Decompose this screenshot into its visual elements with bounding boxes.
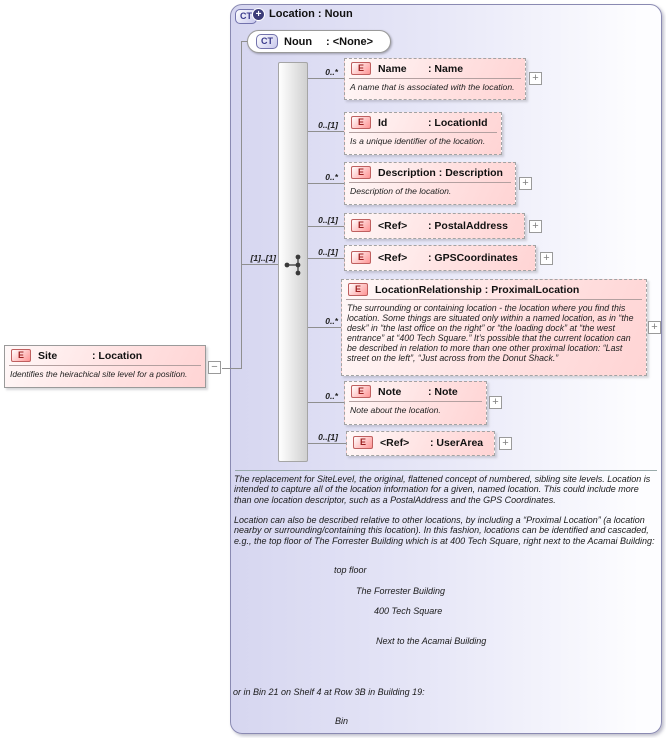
element-e-icon: E: [351, 116, 371, 129]
documentation-cascade-line: 400 Tech Square: [374, 606, 443, 616]
element-type-label: : UserArea: [430, 436, 484, 449]
element-header: [342, 280, 646, 297]
element-annotation: Note about the location.: [350, 405, 441, 415]
element-type-label: : Description: [438, 166, 503, 179]
complextype-global-icon: [235, 6, 265, 22]
cardinality-postaladdress: 0..[1]: [318, 215, 338, 225]
element-name-label: Id: [378, 116, 388, 129]
element-name-label: <Ref>: [378, 219, 408, 232]
element-name-label: Name: [378, 62, 407, 75]
element-e-icon: E: [353, 436, 373, 449]
cardinality-description: 0..*: [325, 172, 338, 182]
element-name-label: <Ref>: [380, 436, 410, 449]
connector-line: [308, 183, 344, 184]
element-header: [5, 346, 205, 363]
root-type-title: Location : Noun: [269, 8, 353, 20]
derived-plus-icon: +: [252, 8, 265, 21]
element-e-icon: E: [351, 62, 371, 75]
element-annotation: Is a unique identifier of the location.: [350, 136, 486, 146]
connector-line: [308, 78, 344, 79]
cardinality-sequence: [1]..[1]: [250, 253, 276, 263]
connector-line: [308, 258, 344, 259]
element-annotation: The surrounding or containing location - the location where you find this location. Some things are situated only within a named location, as in “the desk” in “the last office on the right” or “the loading dock” at “the west entrance” at “400 Tech Square.” It’s possible that the current location can be described in relation to more than one other proximal location: “Last street on the left”, “Just across from the Donut Shack.”: [347, 303, 634, 364]
element-type-label: : GPSCoordinates: [428, 251, 518, 264]
documentation-paragraph: The replacement for SiteLevel, the original, flattened concept of numbered, sibling site levels. Location is intended to capture all of the location information for a given, named location. This could include more than one location descriptor, such as a PostalAddress and the GPS Coordinates.: [234, 474, 651, 505]
element-type-label: : Location: [92, 349, 143, 362]
element-e-icon: E: [351, 219, 371, 232]
element-box-postaladdress-ref[interactable]: [344, 213, 525, 239]
element-box-userarea-ref[interactable]: [346, 431, 495, 456]
element-header: [345, 163, 515, 180]
cardinality-gpscoordinates: 0..[1]: [318, 247, 338, 257]
element-header: [345, 113, 501, 130]
ct-badge-icon: CT: [235, 9, 257, 24]
element-annotation: Identifies the heirachical site level for a position.: [10, 369, 188, 379]
element-type-label: : Note: [428, 385, 458, 398]
element-e-icon: E: [351, 251, 371, 264]
element-header: [345, 246, 535, 265]
element-name-label: Description: [378, 166, 436, 179]
connector-line: [308, 226, 344, 227]
element-box-name[interactable]: [344, 58, 526, 100]
element-annotation: Description of the location.: [350, 186, 452, 196]
documentation-cascade-line: top floor: [334, 565, 367, 575]
element-name-label: Note: [378, 385, 402, 398]
connector-line: [308, 131, 344, 132]
cardinality-userarea: 0..[1]: [318, 432, 338, 442]
element-name-label: LocationRelationship: [375, 283, 482, 296]
element-header: [345, 59, 525, 76]
element-header: [345, 382, 486, 399]
element-box-id[interactable]: [344, 112, 502, 155]
element-header: [345, 214, 524, 233]
element-box-site[interactable]: [4, 345, 206, 388]
connector-line: [242, 264, 278, 265]
basetype-name-label: Noun: [284, 35, 313, 48]
expand-button-locationrelationship[interactable]: +: [648, 321, 661, 334]
connector-line: [308, 402, 344, 403]
expand-button-userarea[interactable]: +: [499, 437, 512, 450]
element-box-note[interactable]: [344, 381, 487, 425]
element-type-label: : PostalAddress: [428, 219, 508, 232]
basetype-noun-node[interactable]: [247, 30, 391, 53]
element-type-label: : Name: [428, 62, 464, 75]
element-e-icon: E: [11, 349, 31, 362]
cardinality-note: 0..*: [325, 391, 338, 401]
element-box-gpscoordinates-ref[interactable]: [344, 245, 536, 271]
element-e-icon: E: [348, 283, 368, 296]
expand-button-postaladdress[interactable]: +: [529, 220, 542, 233]
element-e-icon: E: [351, 385, 371, 398]
element-box-locationrelationship[interactable]: [341, 279, 647, 376]
connector-line: [222, 368, 242, 369]
expand-button-gpscoordinates[interactable]: +: [540, 252, 553, 265]
documentation-paragraph: Location can also be described relative to other locations, by including a “Proximal Location” (a location nearby or surrounding/containing this location). In this fashion, locations can be identified and cascaded, e.g., the top floor of The Forrester Building which is at 400 Tech Square, right next to the Acamai Building:: [234, 515, 655, 546]
documentation-bin-word: Bin: [335, 716, 349, 726]
element-name-label: <Ref>: [378, 251, 408, 264]
cardinality-name: 0..*: [325, 67, 338, 77]
connector-line: [308, 327, 341, 328]
element-box-description[interactable]: [344, 162, 516, 205]
element-name-label: Site: [38, 349, 58, 362]
collapse-button-site[interactable]: −: [208, 361, 221, 374]
connector-line: [308, 443, 346, 444]
element-type-label: : LocationId: [428, 116, 488, 129]
connector-line: [241, 41, 242, 369]
expand-button-name[interactable]: +: [529, 72, 542, 85]
documentation-bin-line: or in Bin 21 on Shelf 4 at Row 3B in Building 19:: [233, 687, 425, 697]
documentation-divider: [235, 470, 657, 471]
ct-badge-icon: CT: [256, 34, 278, 49]
documentation-cascade-line: The Forrester Building: [356, 586, 446, 596]
element-e-icon: E: [351, 166, 371, 179]
expand-button-note[interactable]: +: [489, 396, 502, 409]
cardinality-locationrelationship: 0..*: [325, 316, 338, 326]
basetype-type-label: : <None>: [326, 35, 374, 48]
cardinality-id: 0..[1]: [318, 120, 338, 130]
sequence-compositor-icon: [281, 252, 305, 278]
element-header: [347, 432, 494, 450]
element-annotation: A name that is associated with the location.: [350, 82, 515, 92]
documentation-cascade-line: Next to the Acamai Building: [376, 636, 487, 646]
element-type-label: : ProximalLocation: [484, 283, 580, 296]
expand-button-description[interactable]: +: [519, 177, 532, 190]
